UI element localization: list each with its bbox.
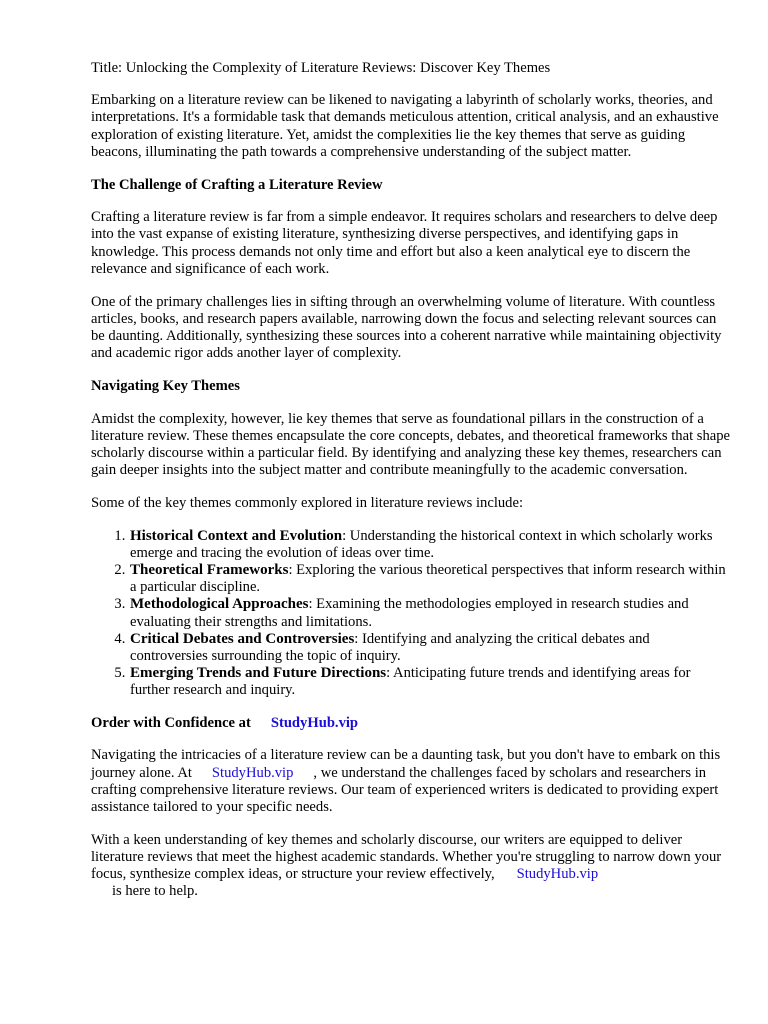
order-paragraph-2 bbox=[91, 832, 731, 901]
theme-term: Historical Context and Evolution bbox=[130, 527, 343, 544]
theme-term: Theoretical Frameworks bbox=[130, 561, 289, 578]
order-p2-text-after: is here to help. bbox=[112, 883, 198, 900]
list-item bbox=[129, 665, 731, 699]
key-themes-paragraph: Amidst the complexity, however, lie key themes that serve as foundational pillars in the construction of a literature review. These themes encapsulate the core concepts, debates, and theoretical frameworks that shape scholarly discourse within a particular field. By identifying and analyzing these key themes, researchers can gain deeper insights into the subject matter and contribute meaningfully to the academic conversation. bbox=[91, 410, 731, 479]
theme-description: : Identifying and analyzing the critical debates and controversies surrounding the topic of inquiry. bbox=[130, 630, 650, 664]
challenge-paragraph-1: Crafting a literature review is far from a simple endeavor. It requires scholars and researchers to delve deep into the vast expanse of existing literature, synthesizing diverse perspectives, and identifying gaps in knowledge. This process demands not only time and effort but also a keen analytical eye to discern the relevance and significance of each work. bbox=[91, 209, 718, 277]
themes-list bbox=[91, 528, 731, 700]
studyhub-heading-link[interactable]: StudyHub.vip bbox=[270, 714, 359, 731]
order-heading-text: Order with Confidence at bbox=[91, 714, 251, 731]
theme-term: Critical Debates and Controversies bbox=[130, 630, 355, 647]
theme-term: Emerging Trends and Future Directions bbox=[130, 665, 387, 682]
list-item bbox=[129, 562, 731, 596]
studyhub-inline-link[interactable]: StudyHub.vip bbox=[211, 764, 294, 781]
intro-paragraph: Embarking on a literature review can be likened to navigating a labyrinth of scholarly works, theories, and interpretations. It's a formidable task that demands meticulous attention, critical analysis, and an exhaustive exploration of existing literature. Yet, amidst the complexities lie the key themes that serve as guiding beacons, illuminating the path towards a comprehensive understanding of the subject matter. bbox=[91, 92, 719, 160]
document-page bbox=[91, 60, 731, 916]
challenge-paragraph-2: One of the primary challenges lies in sifting through an overwhelming volume of literature. With countless articles, books, and research papers available, narrowing down the focus and selecting relevant sources can be daunting. Additionally, synthesizing these sources into a coherent narrative while maintaining objectivity and academic rigor adds another layer of complexity. bbox=[91, 293, 722, 362]
list-item bbox=[129, 528, 731, 562]
order-p1-text-after: , we understand the challenges faced by scholars and researchers in crafting comprehensive literature reviews. Our team of experienced writers is dedicated to providing expert assistance tailored to your specific needs. bbox=[91, 764, 719, 815]
theme-description: : Exploring the various theoretical perspectives that inform research within a particular discipline. bbox=[130, 561, 726, 596]
list-item bbox=[129, 596, 731, 630]
order-p1-text-before: Navigating the intricacies of a literature review can be a daunting task, but you don't have to embark on this journey alone. At bbox=[91, 747, 721, 781]
theme-term: Methodological Approaches bbox=[130, 596, 309, 613]
themes-list-intro: Some of the key themes commonly explored in literature reviews include: bbox=[91, 494, 524, 511]
order-heading bbox=[91, 715, 731, 732]
order-p2-text-before: With a keen understanding of key themes and scholarly discourse, our writers are equipped to deliver literature reviews that meet the highest academic standards. Whether you're struggling to narrow down your focus, synthesize complex ideas, or structure your review effectively, bbox=[91, 831, 722, 883]
theme-description: : Understanding the historical context in which scholarly works emerge and tracing the evolution of ideas over time. bbox=[130, 527, 713, 561]
studyhub-closing-link[interactable]: StudyHub.vip bbox=[516, 866, 599, 883]
order-paragraph-1 bbox=[91, 747, 731, 816]
key-themes-heading: Navigating Key Themes bbox=[91, 377, 240, 394]
list-item bbox=[129, 631, 731, 665]
challenge-heading: The Challenge of Crafting a Literature Review bbox=[91, 176, 383, 193]
theme-description: : Anticipating future trends and identifying areas for further research and inquiry. bbox=[130, 665, 691, 699]
theme-description: : Examining the methodologies employed in research studies and evaluating their strengths and limitations. bbox=[130, 596, 689, 630]
document-title: Title: Unlocking the Complexity of Literature Reviews: Discover Key Themes bbox=[91, 60, 551, 76]
